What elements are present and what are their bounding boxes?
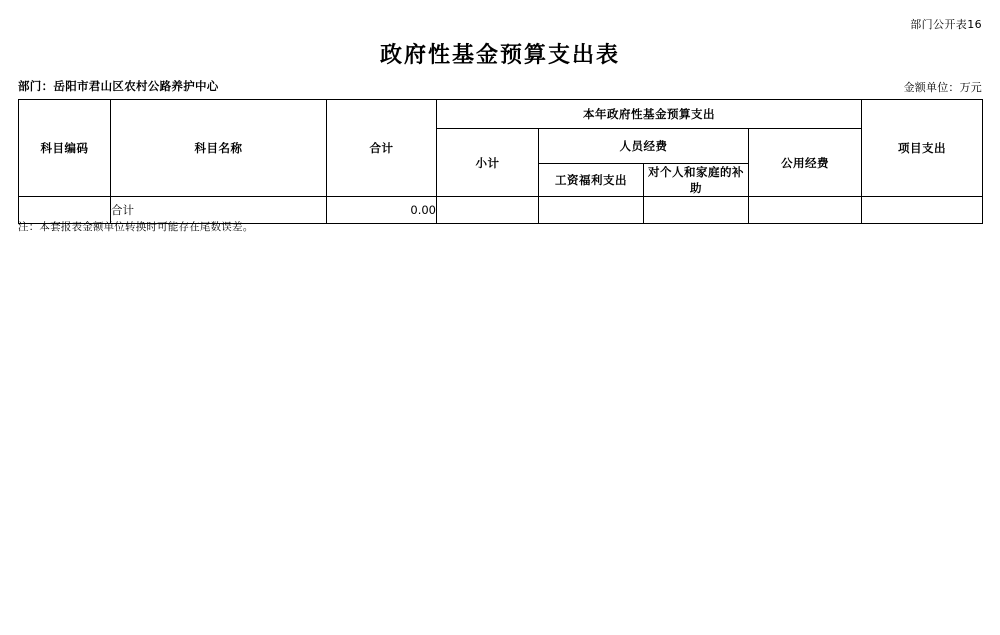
- header-subject-name: 科目名称: [111, 100, 327, 197]
- cell-subtotal: [437, 197, 539, 224]
- cell-subject-name: 合计: [111, 197, 327, 224]
- cell-total: 0.00: [327, 197, 437, 224]
- header-subsidy-individual-family: 对个人和家庭的补助: [644, 164, 749, 197]
- department-label: 部门：岳阳市君山区农村公路养护中心: [18, 79, 219, 93]
- header-subtotal: 小计: [437, 129, 539, 197]
- header-subject-code: 科目编码: [19, 100, 111, 197]
- page-title: 政府性基金预算支出表: [379, 43, 620, 68]
- table-header-row-1: [19, 100, 983, 129]
- header-project-expense: 项目支出: [862, 100, 983, 197]
- amount-unit-label: 金额单位：万元: [903, 81, 982, 94]
- meta-row: [18, 78, 982, 94]
- cell-salary-welfare: [539, 197, 644, 224]
- header-current-year-group: 本年政府性基金预算支出: [437, 100, 862, 129]
- form-code-label: 部门公开表16: [910, 18, 982, 31]
- cell-public-expense: [749, 197, 862, 224]
- header-total: 合计: [327, 100, 437, 197]
- header-personnel-group: 人员经费: [539, 129, 749, 164]
- cell-project-expense: [862, 197, 983, 224]
- budget-table: [18, 99, 983, 224]
- header-public-expense: 公用经费: [749, 129, 862, 197]
- header-salary-welfare: 工资福利支出: [539, 164, 644, 197]
- table-note: 注：本套报表金额单位转换时可能存在尾数误差。: [18, 221, 254, 233]
- cell-subsidy-individual-family: [644, 197, 749, 224]
